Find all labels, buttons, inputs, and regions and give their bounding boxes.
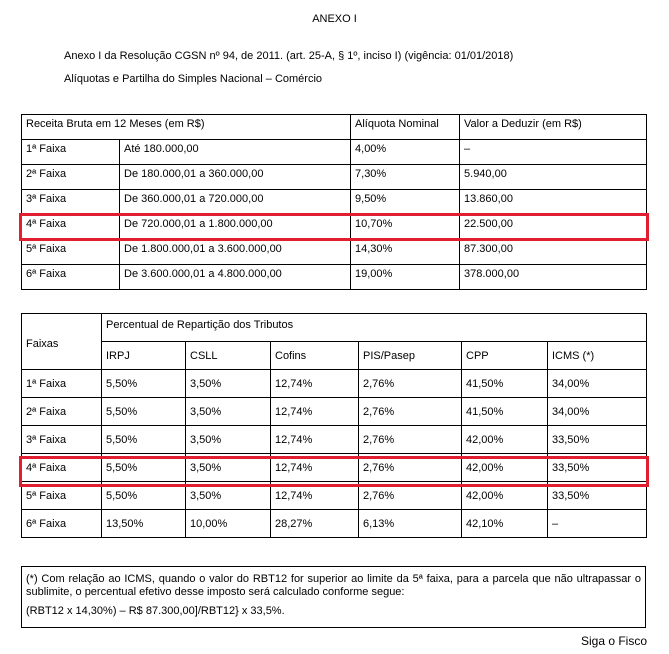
csll-value: 3,50% (186, 426, 271, 454)
annex-title: ANEXO I (312, 13, 357, 25)
cpp-value: 42,10% (462, 510, 548, 538)
table-row (22, 165, 647, 190)
page-footer-siga-o-fisco: Siga o Fisco (580, 634, 647, 648)
icms-value: 33,50% (548, 454, 647, 482)
deduzir-value: 87.300,00 (460, 240, 647, 265)
faixa-label: 1ª Faixa (22, 140, 120, 165)
header-pis-pasep: PIS/Pasep (359, 342, 462, 370)
icms-value: 34,00% (548, 398, 647, 426)
table-row (22, 370, 647, 398)
icms-footnote-text: (*) Com relação ao ICMS, quando o valor do RBT12 for superior ao limite da 5ª faixa, para a parcela que não ultrapassar o sublimite, o percentual efetivo desse imposto será calculado conforme segue: (26, 573, 641, 598)
aliquota-value: 4,00% (351, 140, 460, 165)
deduzir-value: 5.940,00 (460, 165, 647, 190)
faixa-label: 5ª Faixa (22, 240, 120, 265)
csll-value: 3,50% (186, 370, 271, 398)
aliquota-value: 10,70% (351, 215, 460, 240)
table-row (22, 426, 647, 454)
header-aliquota-nominal: Alíquota Nominal (351, 115, 460, 140)
pis-pasep-value: 2,76% (359, 426, 462, 454)
aliquotas-table (21, 114, 647, 290)
cofins-value: 12,74% (271, 482, 359, 510)
header-icms: ICMS (*) (548, 342, 647, 370)
header-receita-bruta: Receita Bruta em 12 Meses (em R$) (22, 115, 351, 140)
icms-footnote-box (21, 566, 646, 628)
header-csll: CSLL (186, 342, 271, 370)
cpp-value: 41,50% (462, 370, 548, 398)
deduzir-value: 378.000,00 (460, 265, 647, 290)
deduzir-value: – (460, 140, 647, 165)
faixa4-highlight-box (19, 213, 649, 241)
icms-value: 33,50% (548, 426, 647, 454)
header-cofins: Cofins (271, 342, 359, 370)
irpj-value: 5,50% (102, 482, 186, 510)
cpp-value: 41,50% (462, 398, 548, 426)
faixa-label: 6ª Faixa (22, 265, 120, 290)
table-row (22, 140, 647, 165)
icms-formula: (RBT12 x 14,30%) – R$ 87.300,00]/RBT12} x 33,5%. (26, 605, 285, 617)
receita-range: De 720.000,01 a 1.800.000,00 (120, 215, 351, 240)
header-faixas: Faixas (22, 314, 102, 370)
pis-pasep-value: 2,76% (359, 454, 462, 482)
reparticao-columns-row (22, 342, 647, 370)
cofins-value: 12,74% (271, 426, 359, 454)
csll-value: 3,50% (186, 482, 271, 510)
cofins-value: 12,74% (271, 370, 359, 398)
table-row (22, 240, 647, 265)
csll-value: 3,50% (186, 398, 271, 426)
receita-range: Até 180.000,00 (120, 140, 351, 165)
pis-pasep-value: 6,13% (359, 510, 462, 538)
aliquota-value: 7,30% (351, 165, 460, 190)
faixa-label: 3ª Faixa (22, 190, 120, 215)
aliquotas-header-row (22, 115, 647, 140)
table-row (22, 510, 647, 538)
faixa-label: 5ª Faixa (22, 482, 102, 510)
reparticao-header-row (22, 314, 647, 342)
receita-range: De 3.600.000,01 a 4.800.000,00 (120, 265, 351, 290)
header-valor-deduzir: Valor a Deduzir (em R$) (460, 115, 647, 140)
csll-value: 10,00% (186, 510, 271, 538)
cofins-value: 12,74% (271, 454, 359, 482)
cpp-value: 42,00% (462, 482, 548, 510)
irpj-value: 5,50% (102, 398, 186, 426)
pis-pasep-value: 2,76% (359, 398, 462, 426)
faixa4-reparticao-highlight-box (19, 456, 649, 487)
pis-pasep-value: 2,76% (359, 482, 462, 510)
aliquota-value: 19,00% (351, 265, 460, 290)
irpj-value: 5,50% (102, 454, 186, 482)
faixa-label: 4ª Faixa (22, 454, 102, 482)
cpp-value: 42,00% (462, 454, 548, 482)
icms-value: 33,50% (548, 482, 647, 510)
cofins-value: 12,74% (271, 398, 359, 426)
table-row (22, 398, 647, 426)
header-cpp: CPP (462, 342, 548, 370)
irpj-value: 5,50% (102, 370, 186, 398)
cpp-value: 42,00% (462, 426, 548, 454)
irpj-value: 5,50% (102, 426, 186, 454)
irpj-value: 13,50% (102, 510, 186, 538)
table-row (22, 265, 647, 290)
faixa-label: 3ª Faixa (22, 426, 102, 454)
faixa-label: 2ª Faixa (22, 165, 120, 190)
reparticao-table (21, 313, 647, 538)
faixa-label: 2ª Faixa (22, 398, 102, 426)
table-row (22, 190, 647, 215)
header-irpj: IRPJ (102, 342, 186, 370)
deduzir-value: 22.500,00 (460, 215, 647, 240)
icms-value: 34,00% (548, 370, 647, 398)
receita-range: De 180.000,01 a 360.000,00 (120, 165, 351, 190)
csll-value: 3,50% (186, 454, 271, 482)
resolution-reference: Anexo I da Resolução CGSN nº 94, de 2011. (art. 25-A, § 1º, inciso I) (vigência: 01/01/2018) (64, 50, 514, 62)
aliquota-value: 9,50% (351, 190, 460, 215)
faixa-label: 6ª Faixa (22, 510, 102, 538)
faixa-label: 4ª Faixa (22, 215, 120, 240)
faixa-label: 1ª Faixa (22, 370, 102, 398)
table-caption: Alíquotas e Partilha do Simples Nacional – Comércio (64, 73, 323, 85)
cofins-value: 28,27% (271, 510, 359, 538)
deduzir-value: 13.860,00 (460, 190, 647, 215)
receita-range: De 1.800.000,01 a 3.600.000,00 (120, 240, 351, 265)
receita-range: De 360.000,01 a 720.000,00 (120, 190, 351, 215)
icms-value: – (548, 510, 647, 538)
pis-pasep-value: 2,76% (359, 370, 462, 398)
header-percentual-reparticao: Percentual de Repartição dos Tributos (102, 314, 647, 342)
aliquota-value: 14,30% (351, 240, 460, 265)
